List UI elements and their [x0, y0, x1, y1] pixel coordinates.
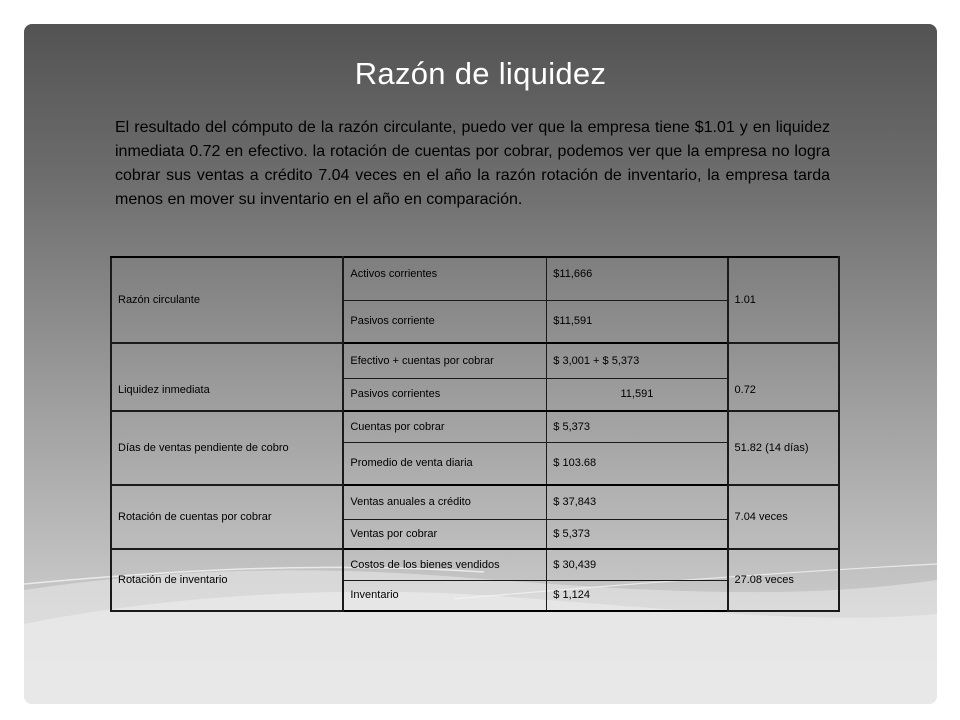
table-row	[111, 257, 839, 300]
ratio-result: 27.08 veces	[728, 549, 839, 611]
ratio-value: $ 30,439	[547, 549, 728, 580]
slide	[24, 24, 937, 704]
ratio-concept: Inventario	[343, 580, 546, 611]
ratio-concept: Promedio de venta diaria	[343, 442, 546, 485]
ratio-concept: Ventas anuales a crédito	[343, 485, 546, 519]
ratio-result: 7.04 veces	[728, 485, 839, 549]
table-row	[111, 549, 839, 580]
table-row	[111, 343, 839, 378]
summary-paragraph: El resultado del cómputo de la razón circulante, puedo ver que la empresa tiene $1.01 y en liquidez inmediata 0.72 en efectivo. la rotación de cuentas por cobrar, podemos ver que la empresa no logra cobrar sus ventas a crédito 7.04 veces en el año la razón rotación de inventario, la empresa tarda menos en mover su inventario en el año en comparación.	[115, 119, 830, 208]
ratio-value: $ 3,001 + $ 5,373	[547, 343, 728, 378]
slide-title: Razón de liquidez	[354, 56, 607, 91]
ratio-name: Liquidez inmediata	[111, 343, 343, 411]
ratio-name: Rotación de cuentas por cobrar	[111, 485, 343, 549]
ratio-value: $ 1,124	[547, 580, 728, 611]
ratio-name: Rotación de inventario	[111, 549, 343, 611]
ratio-value: $ 5,373	[547, 411, 728, 442]
ratio-concept: Pasivos corriente	[343, 300, 546, 343]
ratio-concept: Pasivos corrientes	[343, 378, 546, 411]
ratio-name: Razón circulante	[111, 257, 343, 343]
ratio-value: $ 5,373	[547, 519, 728, 549]
ratio-value: 11,591	[547, 378, 728, 411]
ratio-concept: Ventas por cobrar	[343, 519, 546, 549]
ratio-concept: Efectivo + cuentas por cobrar	[343, 343, 546, 378]
ratio-result: 1.01	[728, 257, 839, 343]
ratio-value: $ 37,843	[547, 485, 728, 519]
ratio-value: $11,666	[547, 257, 728, 300]
ratio-value: $11,591	[547, 300, 728, 343]
ratio-value: $ 103.68	[547, 442, 728, 485]
ratio-concept: Cuentas por cobrar	[343, 411, 546, 442]
table-row	[111, 485, 839, 519]
ratio-name: Días de ventas pendiente de cobro	[111, 411, 343, 485]
ratio-concept: Costos de los bienes vendidos	[343, 549, 546, 580]
ratio-concept: Activos corrientes	[343, 257, 546, 300]
table-row	[111, 411, 839, 442]
liquidity-ratio-table	[110, 256, 840, 612]
ratio-result: 0.72	[728, 343, 839, 411]
ratio-result: 51.82 (14 días)	[728, 411, 839, 485]
